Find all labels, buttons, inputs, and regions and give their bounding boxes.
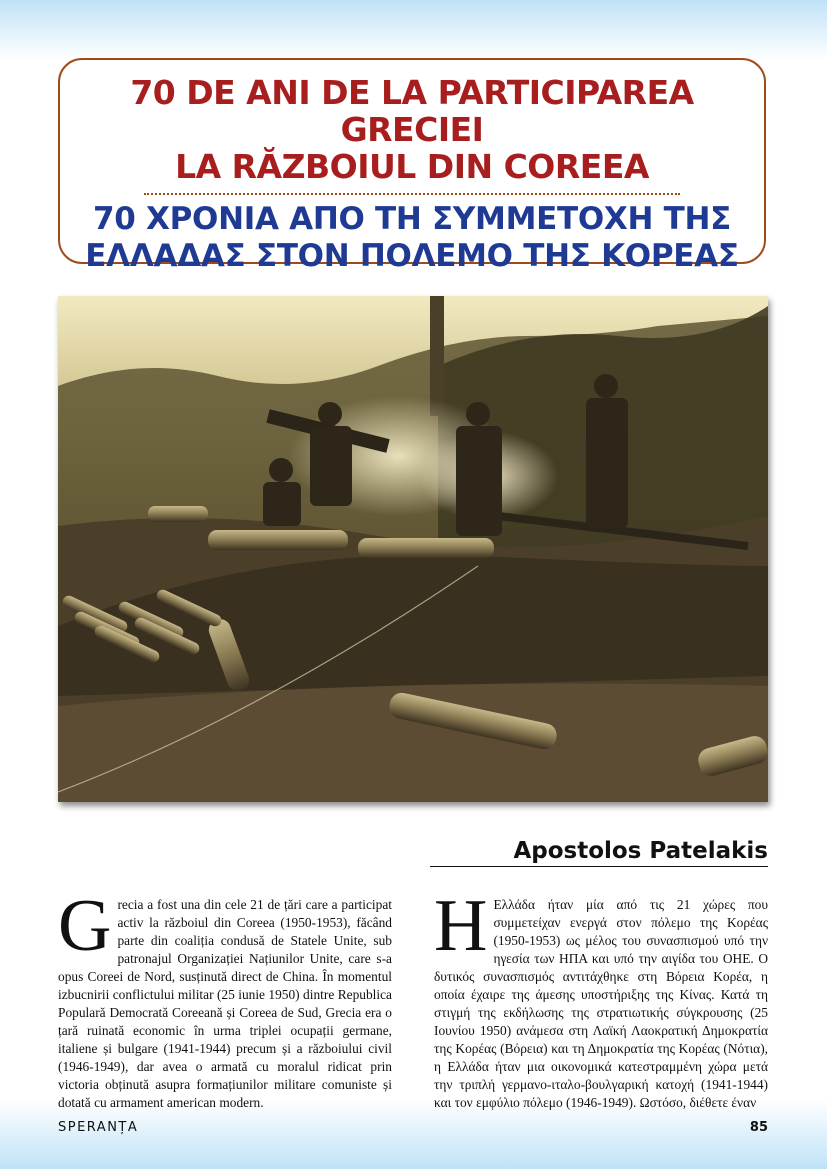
article-greek	[434, 885, 768, 1112]
title-greek-line2: ΕΛΛΑΔΑΣ ΣΤΟΝ ΠΟΛΕΜΟ ΤΗΣ ΚΟΡΕΑΣ	[85, 238, 739, 274]
magazine-name: SPERANȚA	[58, 1120, 139, 1135]
dropcap-greek: Η	[434, 885, 488, 967]
title-greek-line1: 70 ΧΡΟΝΙΑ ΑΠΟ ΤΗ ΣΥΜΜΕΤΟΧΗ ΤΗΣ	[92, 201, 732, 237]
article-greek-text: Ελλάδα ήταν μία από τις 21 χώρες που συμμετείχαν ενεργά στον πόλεμο της Κορέας (1950-1953) ως μέλος του συνασπισμού υπό την ηγεσία των ΗΠΑ και υπό την αιγίδα του ΟΗΕ. Ο δυτικός συνασπισμός αντιτάχθηκε στη Βόρεια Κορέα, η οποία έχαιρε της άμεσης υποστήριξης της Κίνας. Κατά τη στιγμή της εκδήλωσης της στρατιωτικής σύγκρουσης (25 Ιουνίου 1950) ανάμεσα στη Λαϊκή Λαοκρατική Δημοκρατία της Κορέας (Βόρεια) και τη Δημοκρατία της Κορέας (Νότια), η Ελλάδα ήταν μια οικονομικά κατεστραμμένη χώρα μετά την τριπλή γερμανο-ιταλο-βουλγαρική κατοχή (1941-1944) και τον εμφύλιο πόλεμο (1946-1949). Ωστόσο, διέθετε έναν	[434, 897, 768, 1110]
author-rule	[430, 866, 768, 867]
title-romanian-line1: 70 DE ANI DE LA PARTICIPAREA GRECIEI	[130, 73, 694, 149]
title-box	[58, 58, 766, 274]
article-romanian-text: recia a fost una din cele 21 de țări care a participat activ la războiul din Coreea (1950-1953), făcând parte din coaliția condusă de Statele Unite, sub patronajul Organizației Națiunilor Unite, care s-a opus Coreei de Nord, susținută direct de China. În momentul izbucnirii conflictului militar (25 iunie 1950) dintre Republica Populară Democrată Coreeană și Coreea de Sud, Grecia era o țară ruinată economic în urma triplei ocupații germane, italiene și bulgare (1941-1944) precum și a războiului civil (1946-1949), dar avea o armată cu moralul ridicat prin victoria obținută asupra formațiunilor militare comuniste și dotată cu armament american modern.	[58, 897, 392, 1110]
article-romanian	[58, 885, 392, 1112]
title-romanian-line2: LA RĂZBOIUL DIN COREEA	[175, 147, 649, 186]
page-number: 85	[749, 1120, 768, 1135]
dropcap-romanian: G	[58, 885, 112, 967]
title-separator	[144, 193, 680, 195]
author-name: Apostolos Patelakis	[513, 838, 768, 864]
soldiers-artillery-photo	[58, 296, 768, 802]
